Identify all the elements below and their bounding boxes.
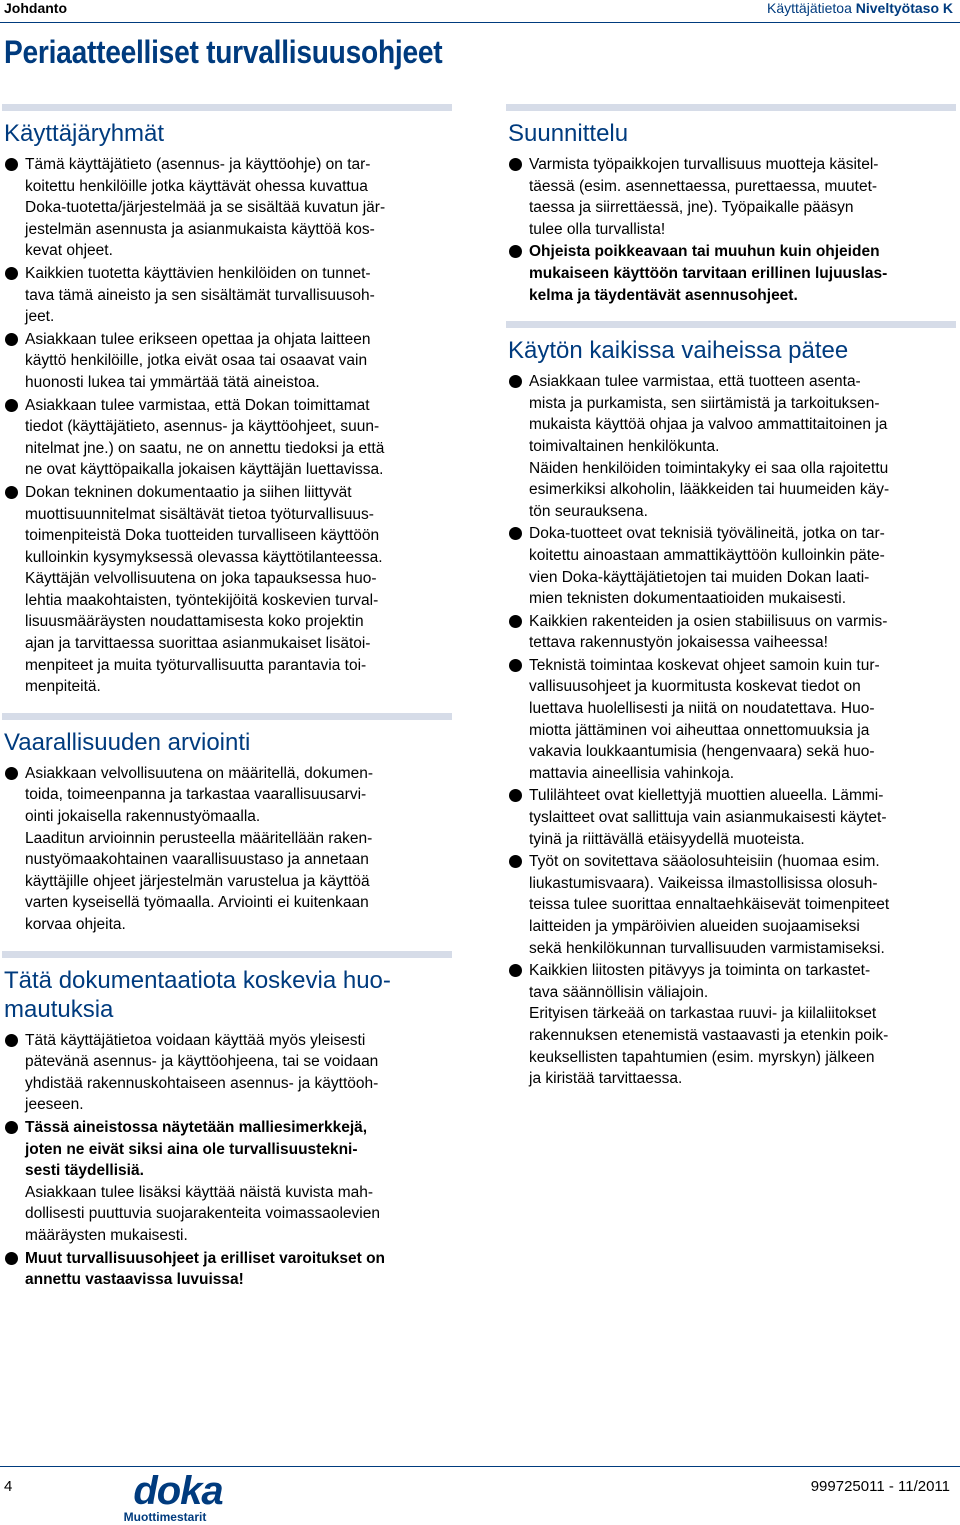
- bullet-dot-icon: [509, 615, 522, 628]
- bullet-dot-icon: [509, 245, 522, 258]
- bullet-text: Kaikkien tuotetta käyttävien henkilöiden on tunnet- tava tämä aineisto ja sen sisältämät turvallisuusoh- jeet.: [25, 264, 375, 326]
- bullet-item: [506, 655, 956, 785]
- bullet-item: [506, 785, 956, 850]
- section-bar: [506, 321, 956, 328]
- bullet-text-bold: Ohjeista poikkeavaan tai muuhun kuin ohjeiden mukaiseen käyttöön tarvitaan erillinen lujuuslas- kelma ja täydentävät asennusohjeet.: [529, 243, 888, 304]
- bullet-text: Kaikkien liitosten pitävyys ja toiminta on tarkastet- tava säännöllisin väliajoin. Erityisen tärkeää on tarkastaa ruuvi- ja kiilaliitokset rakennuksen etenemistä vastaavasti ja etenkin poik- keuksellisten tapahtumien (esim. myrskyn) jälkeen ja kiristää tarvittaessa.: [529, 962, 889, 1088]
- bullet-dot-icon: [509, 158, 522, 171]
- bullet-dot-icon: [509, 527, 522, 540]
- bullet-dot-icon: [5, 486, 18, 499]
- doc-code: 999725011 - 11/2011: [810, 1478, 950, 1495]
- bullet-item: [506, 851, 956, 959]
- section-bar: [2, 104, 452, 111]
- bullet-item: [506, 371, 956, 522]
- bullet-item: [506, 960, 956, 1090]
- bullet-item: [2, 329, 452, 394]
- bullet-item: [506, 154, 956, 240]
- bullet-item: [2, 1117, 452, 1247]
- bullet-item: [2, 482, 452, 698]
- page-number: 4: [4, 1478, 13, 1495]
- section-title-kayttajaryhmat: Käyttäjäryhmät: [4, 120, 165, 147]
- bullet-dot-icon: [509, 964, 522, 977]
- logo-wordmark: doka: [133, 1472, 223, 1513]
- bullet-item: [2, 763, 452, 936]
- header-doc-name: [767, 0, 953, 16]
- bullet-dot-icon: [5, 1252, 18, 1265]
- bullet-item: [506, 611, 956, 654]
- section-title-vaarallisuus: Vaarallisuuden arviointi: [4, 728, 251, 756]
- header-divider: [0, 22, 960, 23]
- bullet-text: Asiakkaan velvollisuutena on määritellä, dokumen- toida, toimeenpanna ja tarkastaa vaarallisuusarvi- ointi jokaisella rakennustyömaalla. Laaditun arvioinnin perusteella määritellään raken- nustyömaakohtainen vaarallisuustaso ja annetaan käyttäjille ohjeet järjestelmän varustelua ja käyttöä varten kyseisellä työmaalla. Arviointi ei kuitenkaan korvaa ohjeita.: [25, 764, 374, 933]
- bullet-item: [2, 263, 452, 328]
- bullet-item: [2, 1248, 452, 1291]
- header-doc-prefix: Käyttäjätietoa: [767, 0, 852, 16]
- bullet-text: Varmista työpaikkojen turvallisuus muotteja käsitel- täessä (esim. asennettaessa, purettaessa, muutet- taessa ja siirrettäessä, jne). Työpaikalle pääsyn tulee olla turvallista!: [529, 156, 879, 238]
- bullet-text: Asiakkaan tulee lisäksi käyttää näistä kuvista mah- dollisesti puuttuvia suojarakenteita voimassaolevien määräysten mukaisesti.: [25, 1183, 380, 1244]
- bullet-item: [506, 523, 956, 609]
- bullet-item: [2, 395, 452, 481]
- header-section: Johdanto: [4, 0, 67, 16]
- bullet-text: Doka-tuotteet ovat teknisiä työvälineitä, jotka on tar- koitettu ainoastaan ammattikäyttöön kulloinkin päte- vien Doka-käyttäjätietojen tai muiden Dokan laati- mien teknisten dokumentaatioiden mukaisesti.: [529, 525, 885, 608]
- section-title-vaiheissa: Käytön kaikissa vaiheissa pätee: [508, 337, 849, 365]
- bullet-dot-icon: [509, 659, 522, 672]
- bullet-dot-icon: [5, 1121, 18, 1134]
- bullet-list-huomautuksia: [2, 1030, 452, 1291]
- footer-divider: [0, 1466, 960, 1467]
- bullet-text: Asiakkaan tulee erikseen opettaa ja ohjata laitteen käyttö henkilöille, jotka eivät osaa tai osaavat vain huonosti lukea tai ymmärtää tätä aineistoa.: [25, 330, 371, 391]
- bullet-text-bold: Muut turvallisuusohjeet ja erilliset varoitukset on annettu vastaavissa luvuissa!: [25, 1249, 386, 1289]
- logo-subtitle: Muottimestarit: [123, 1510, 207, 1524]
- left-column: [2, 104, 452, 1292]
- bullet-dot-icon: [5, 1034, 18, 1047]
- section-bar: [2, 713, 452, 720]
- page-title: Periaatteelliset turvallisuusohjeet: [4, 34, 443, 70]
- bullet-text: Asiakkaan tulee varmistaa, että tuotteen asenta- mista ja purkamista, sen siirtämistä ja tarkoituksen- mukaista käyttöä ohjaa ja valvoo ammattitaitoinen ja toimivaltainen henkilökunta. Näiden henkilöiden toimintakyky ei saa olla rajoitettu esimerkiksi alkoholin, lääkkeiden tai huumeiden käy- tön seurauksena.: [529, 373, 890, 520]
- bullet-list-vaarallisuus: [2, 763, 452, 936]
- bullet-dot-icon: [5, 399, 18, 412]
- bullet-text: Tulilähteet ovat kiellettyjä muottien alueella. Lämmi- tyslaitteet ovat sallittuja vain asianmukaisesti käytet- tyinä ja riittävällä etäisyydellä muoteista.: [529, 787, 887, 848]
- bullet-item: [2, 1030, 452, 1116]
- bullet-list-kayttajaryhmat: [2, 154, 452, 698]
- bullet-dot-icon: [5, 158, 18, 171]
- bullet-list-vaiheissa: [506, 371, 956, 1090]
- bullet-text-bold: Tässä aineistossa näytetään malliesimerkkejä, joten ne eivät siksi aina ole turvallisuustekni- sesti täydellisiä.: [25, 1118, 368, 1180]
- bullet-text: Asiakkaan tulee varmistaa, että Dokan toimittamat tiedot (käyttäjätieto, asennus- ja käyttöohjeet, suun- nitelmat jne.) on saatu, ne on annettu tiedoksi ja että ne ovat käyttöpaikalla jokaisen käyttäjän luettavissa.: [25, 396, 385, 479]
- bullet-text: Teknistä toimintaa koskevat ohjeet samoin kuin tur- vallisuusohjeet ja kuormitusta koskevat tiedot on luettava huolellisesti ja niitä on noudatettava. Huo- miotta jättäminen voi aiheuttaa onnettomuuksia ja vakavia loukkaantumisia (hengenvaara) sekä huo- mattavia aineellisia vahinkoja.: [529, 656, 880, 782]
- bullet-dot-icon: [509, 855, 522, 868]
- bullet-item: [506, 241, 956, 306]
- section-bar: [2, 951, 452, 958]
- bullet-text: Tätä käyttäjätietoa voidaan käyttää myös yleisesti pätevänä asennus- ja käyttöohjeena, tai se voidaan yhdistää rakennuskohtaiseen asennus- ja käyttöoh- jeeseen.: [25, 1031, 379, 1114]
- bullet-dot-icon: [5, 267, 18, 280]
- section-title-huomautuksia: Tätä dokumentaatiota koskevia huo- mautuksia: [4, 966, 391, 1023]
- right-column: [506, 104, 956, 1091]
- bullet-dot-icon: [5, 767, 18, 780]
- bullet-text: Tämä käyttäjätieto (asennus- ja käyttöohje) on tar- koitettu henkilöille jotka käyttävät ohessa kuvattua Doka-tuotetta/järjestelmää ja se sisältää kuvatun jär- jestelmän asennusta ja asianmukaista käyttöä kos- kevat ohjeet.: [25, 156, 386, 260]
- bullet-dot-icon: [5, 333, 18, 346]
- bullet-text: Työt on sovitettava sääolosuhteisiin (huomaa esim. liukastumisvaara). Vaikeissa ilmastollisissa olosuh- teissa tulee suorittaa ennaltaehkäisevät toimenpiteet laitteiden ja ympäröivien alueiden suojaamiseksi sekä henkilökunnan turvallisuuden varmistamiseksi.: [529, 853, 890, 957]
- bullet-dot-icon: [509, 375, 522, 388]
- bullet-item: [2, 154, 452, 262]
- bullet-text: Kaikkien rakenteiden ja osien stabiilisuus on varmis- tettava rakennustyön jokaisessa vaiheessa!: [529, 612, 888, 652]
- doka-logo: [103, 1472, 253, 1524]
- bullet-list-suunnittelu: [506, 154, 956, 306]
- section-title-suunnittelu: Suunnittelu: [508, 120, 629, 147]
- bullet-text: Dokan tekninen dokumentaatio ja siihen liittyvät muottisuunnitelmat sisältävät tietoa työturvallisuus- toimenpiteistä Doka tuotteiden turvalliseen käyttöön kulloinkin kysymyksessä olevassa käyttötilanteessa. Käyttäjän velvollisuutena on joka tapauksessa huo- lehtia maakohtaisten, työntekijöitä koskevien turval- lisuusmääräysten noudattamisesta koko projektin ajan ja tarvittaessa suorittaa asianmukaiset lisätoi- menpiteet ja muita työturvallisuutta parantavia toi- menpiteitä.: [25, 483, 383, 696]
- section-bar: [506, 104, 956, 111]
- bullet-dot-icon: [509, 789, 522, 802]
- header-doc-title: Niveltyötaso K: [855, 0, 953, 16]
